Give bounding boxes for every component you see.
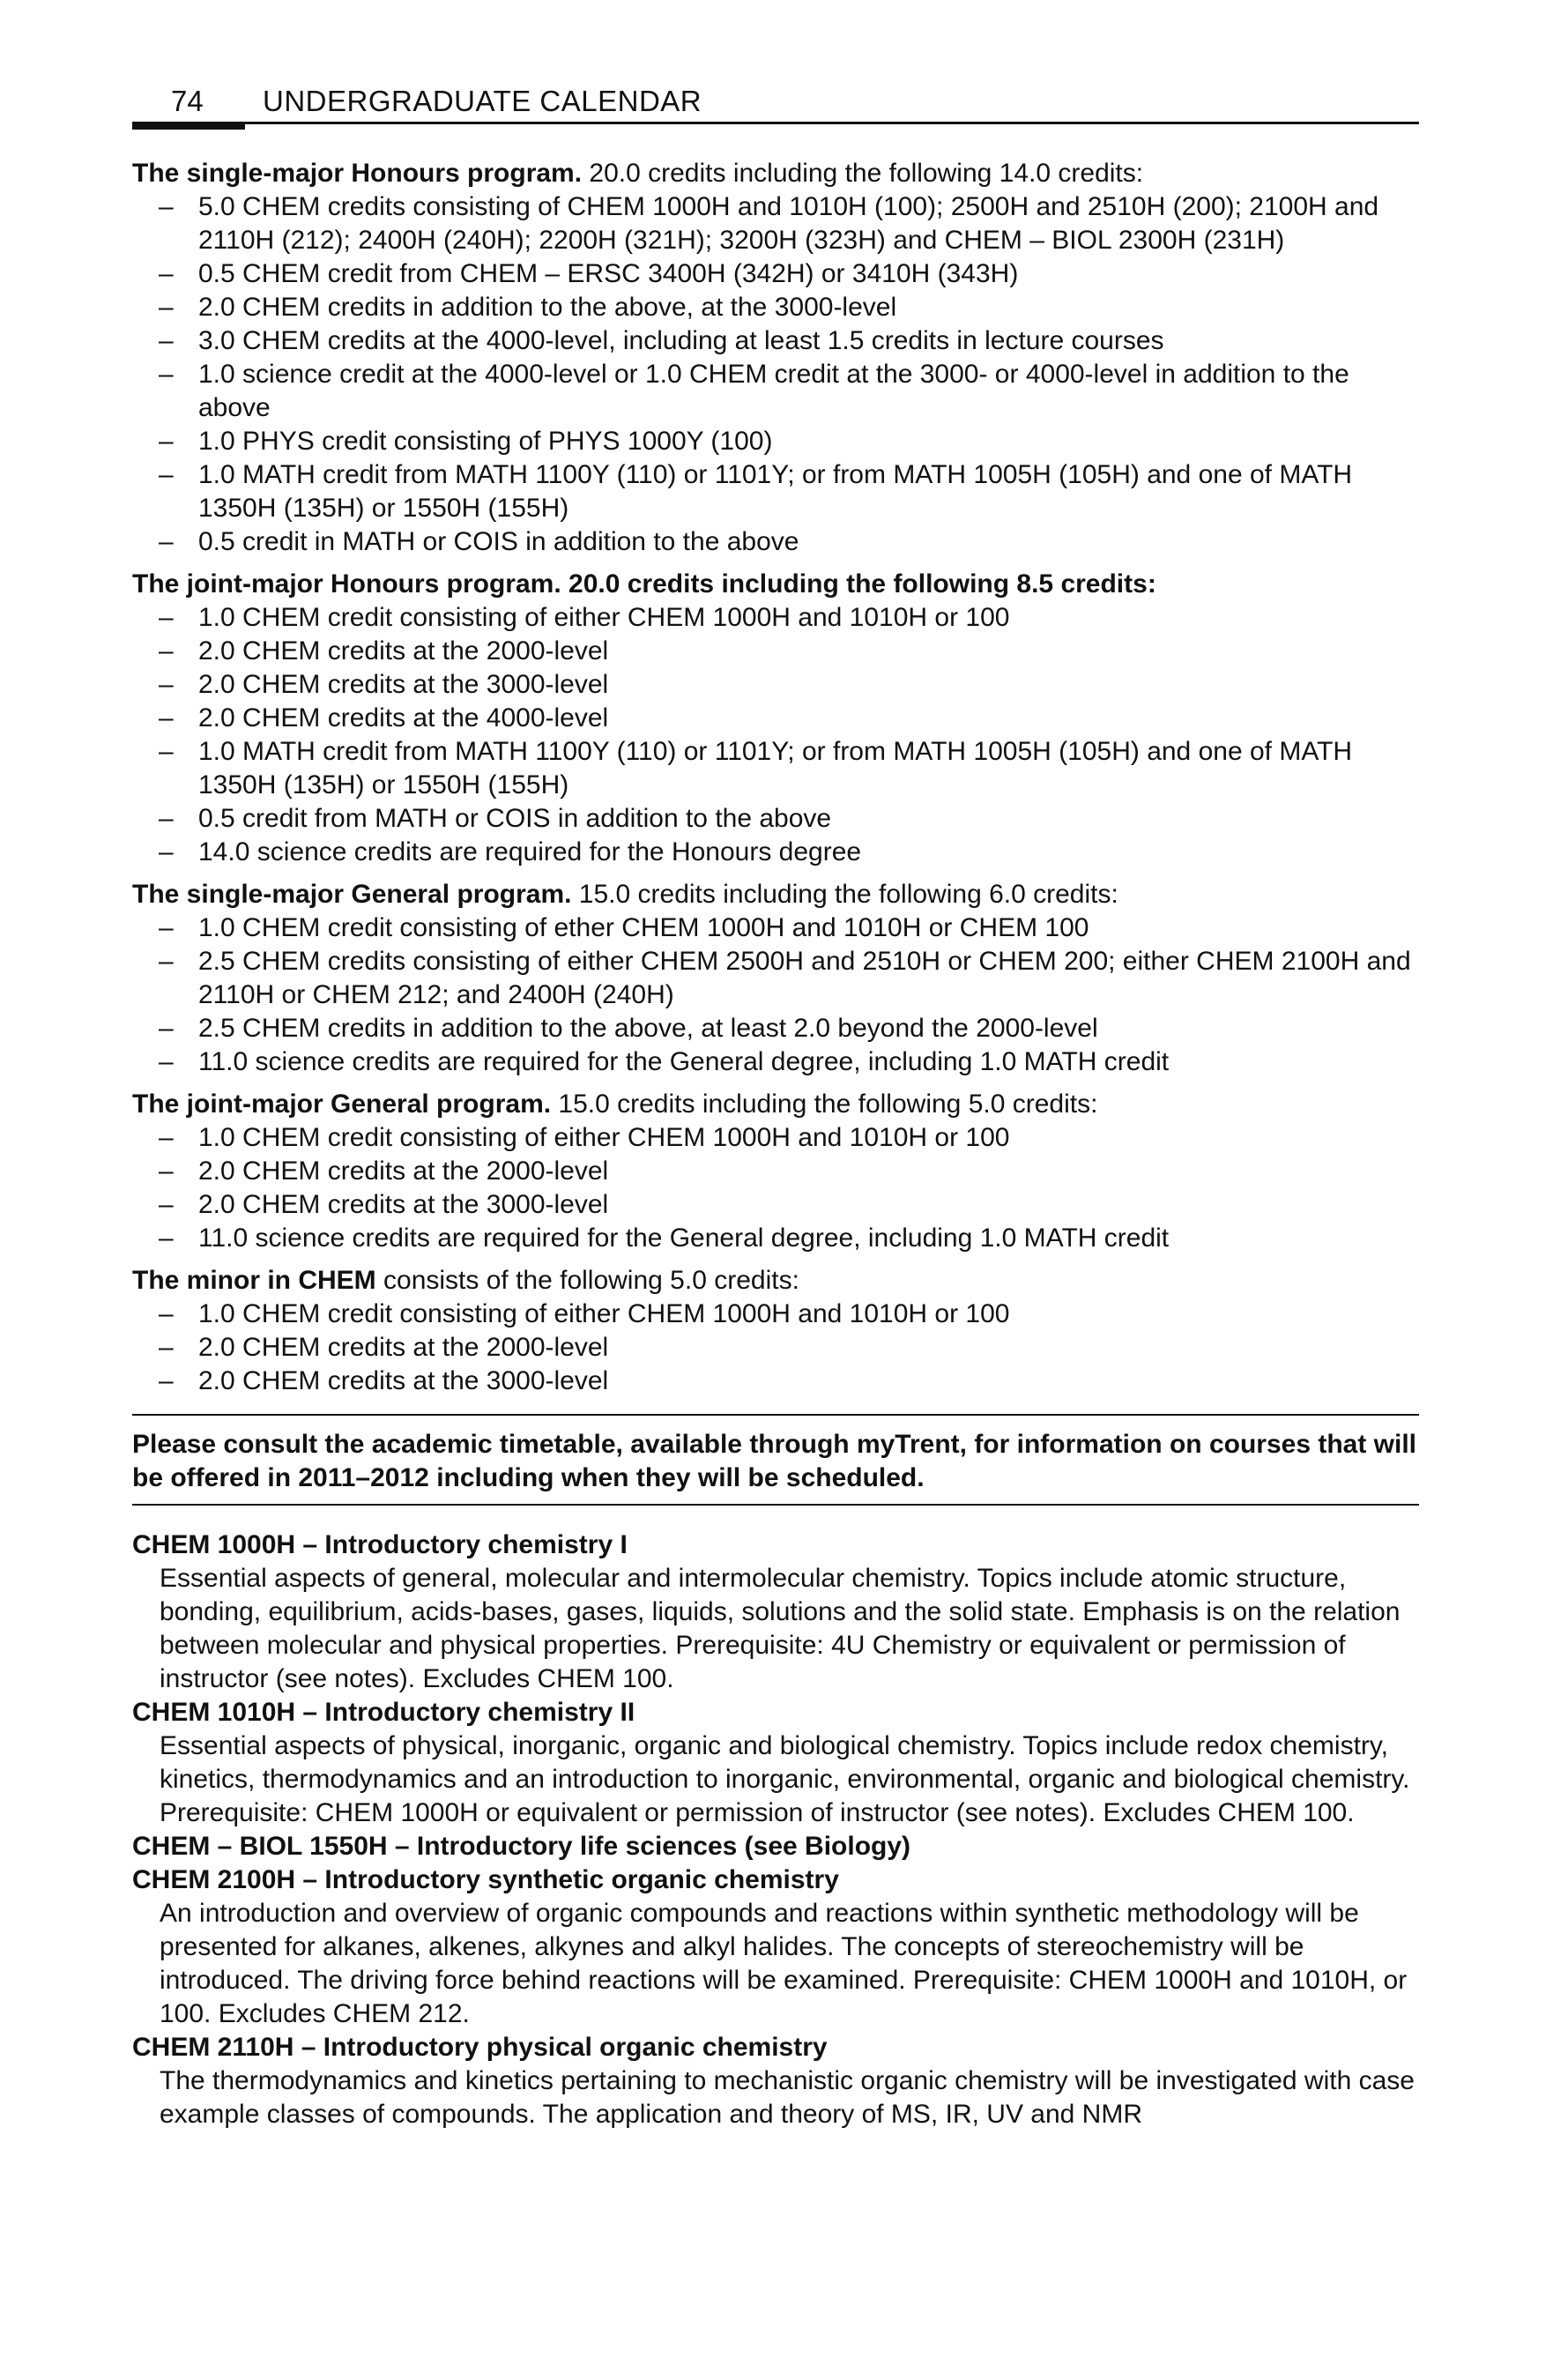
header-tab-mark	[132, 122, 245, 130]
course-entry	[132, 1696, 1419, 1830]
requirement-list	[132, 190, 1419, 559]
program-title-rest: 15.0 credits including the following 6.0 credits:	[571, 880, 1118, 909]
course-entry	[132, 1863, 1419, 2031]
requirement-item: – 11.0 science credits are required for the General degree, including 1.0 MATH credit	[132, 1222, 1419, 1255]
course-entry	[132, 2031, 1419, 2131]
requirement-item: – 1.0 MATH credit from MATH 1100Y (110) or 1101Y; or from MATH 1005H (105H) and one of MATH 1350H (135H) or 1550H (155H)	[132, 458, 1419, 525]
program-title-bold: The minor in CHEM	[132, 1266, 376, 1295]
course-entry	[132, 1830, 1419, 1863]
course-description: Essential aspects of general, molecular and intermolecular chemistry. Topics include atomic structure, bonding, equilibrium, acids-bases, gases, liquids, solutions and the solid state. Emphasis is on the relation between molecular and physical properties. Prerequisite: 4U Chemistry or equivalent or permission of instructor (see notes). Excludes CHEM 100.	[160, 1564, 1401, 1693]
requirement-item: – 2.5 CHEM credits in addition to the above, at least 2.0 beyond the 2000-level	[132, 1012, 1419, 1045]
course-description: An introduction and overview of organic compounds and reactions within synthetic methodology will be presented for alkanes, alkenes, alkynes and alkyl halides. The concepts of stereochemistry will be introduced. The driving force behind reactions will be examined. Prerequisite: CHEM 1000H and 1010H, or 100. Excludes CHEM 212.	[160, 1899, 1408, 2028]
page-header	[132, 81, 1419, 134]
program-title	[132, 1088, 1419, 1121]
program-sections	[132, 157, 1419, 1398]
requirement-item: – 1.0 PHYS credit consisting of PHYS 1000Y (100)	[132, 425, 1419, 458]
program-title-bold: The joint-major Honours program. 20.0 credits including the following 8.5 credits:	[132, 569, 1156, 599]
course-title: CHEM 1000H – Introductory chemistry I	[132, 1530, 628, 1559]
requirement-item: – 2.0 CHEM credits at the 3000-level	[132, 1365, 1419, 1398]
course-description: The thermodynamics and kinetics pertaining to mechanistic organic chemistry will be investigated with case example classes of compounds. The application and theory of MS, IR, UV and NMR	[160, 2066, 1415, 2129]
requirement-item: – 2.0 CHEM credits at the 3000-level	[132, 1188, 1419, 1222]
course-list	[132, 1528, 1419, 2131]
program-title-rest: 15.0 credits including the following 5.0 credits:	[551, 1090, 1098, 1119]
program-section	[132, 1264, 1419, 1398]
running-title: UNDERGRADUATE CALENDAR	[263, 85, 702, 117]
program-title-bold: The joint-major General program.	[132, 1090, 552, 1119]
header-rule	[132, 122, 1419, 124]
course-title: CHEM – BIOL 1550H – Introductory life sciences (see Biology)	[132, 1832, 911, 1861]
requirement-item: – 0.5 credit in MATH or COIS in addition to the above	[132, 525, 1419, 559]
program-section	[132, 878, 1419, 1079]
program-section	[132, 1088, 1419, 1255]
requirement-list	[132, 911, 1419, 1079]
program-section	[132, 568, 1419, 869]
timetable-notice: Please consult the academic timetable, available through myTrent, for information on courses that will be offered in 2011–2012 including when they will be scheduled.	[132, 1414, 1419, 1506]
program-section	[132, 157, 1419, 559]
requirement-item: – 1.0 science credit at the 4000-level or 1.0 CHEM credit at the 3000- or 4000-level in addition to the above	[132, 358, 1419, 425]
course-title: CHEM 1010H – Introductory chemistry II	[132, 1698, 635, 1727]
requirement-item: – 14.0 science credits are required for the Honours degree	[132, 836, 1419, 869]
requirement-item: – 2.5 CHEM credits consisting of either CHEM 2500H and 2510H or CHEM 200; either CHEM 2100H and 2110H or CHEM 212; and 2400H (240H)	[132, 945, 1419, 1012]
requirement-item: – 2.0 CHEM credits at the 4000-level	[132, 702, 1419, 735]
requirement-item: – 2.0 CHEM credits at the 2000-level	[132, 1155, 1419, 1188]
requirement-item: – 1.0 CHEM credit consisting of either CHEM 1000H and 1010H or 100	[132, 1121, 1419, 1155]
requirement-item: – 2.0 CHEM credits at the 3000-level	[132, 668, 1419, 702]
requirement-item: – 3.0 CHEM credits at the 4000-level, including at least 1.5 credits in lecture courses	[132, 324, 1419, 358]
program-title	[132, 568, 1419, 601]
course-title: CHEM 2100H – Introductory synthetic organic chemistry	[132, 1865, 839, 1894]
requirement-item: – 11.0 science credits are required for the General degree, including 1.0 MATH credit	[132, 1045, 1419, 1079]
requirement-item: – 5.0 CHEM credits consisting of CHEM 1000H and 1010H (100); 2500H and 2510H (200); 2100H and 2110H (212); 2400H (240H); 2200H (321H); 3200H (323H) and CHEM – BIOL 2300H (231H)	[132, 190, 1419, 257]
requirement-item: – 2.0 CHEM credits at the 2000-level	[132, 1331, 1419, 1365]
requirement-item: – 1.0 CHEM credit consisting of ether CHEM 1000H and 1010H or CHEM 100	[132, 911, 1419, 945]
page-content	[132, 157, 1419, 2131]
requirement-item: – 0.5 credit from MATH or COIS in addition to the above	[132, 802, 1419, 836]
requirement-list	[132, 1298, 1419, 1398]
requirement-item: – 1.0 CHEM credit consisting of either CHEM 1000H and 1010H or 100	[132, 1298, 1419, 1331]
page-number: 74	[171, 85, 204, 117]
requirement-item: – 1.0 CHEM credit consisting of either CHEM 1000H and 1010H or 100	[132, 601, 1419, 635]
requirement-item: – 0.5 CHEM credit from CHEM – ERSC 3400H (342H) or 3410H (343H)	[132, 257, 1419, 291]
program-title-bold: The single-major General program.	[132, 880, 572, 909]
program-title-rest: 20.0 credits including the following 14.0 credits:	[582, 159, 1144, 188]
course-title: CHEM 2110H – Introductory physical organic chemistry	[132, 2033, 828, 2062]
program-title	[132, 1264, 1419, 1298]
program-title	[132, 157, 1419, 190]
requirement-list	[132, 601, 1419, 869]
course-description: Essential aspects of physical, inorganic, organic and biological chemistry. Topics include redox chemistry, kinetics, thermodynamics and an introduction to inorganic, environmental, organic and biological chemistry. Prerequisite: CHEM 1000H or equivalent or permission of instructor (see notes). Excludes CHEM 100.	[160, 1731, 1410, 1827]
requirement-list	[132, 1121, 1419, 1255]
program-title	[132, 878, 1419, 911]
requirement-item: – 2.0 CHEM credits in addition to the above, at the 3000-level	[132, 291, 1419, 324]
program-title-rest: consists of the following 5.0 credits:	[375, 1266, 799, 1295]
course-entry	[132, 1528, 1419, 1696]
requirement-item: – 2.0 CHEM credits at the 2000-level	[132, 635, 1419, 668]
program-title-bold: The single-major Honours program.	[132, 159, 583, 188]
requirement-item: – 1.0 MATH credit from MATH 1100Y (110) or 1101Y; or from MATH 1005H (105H) and one of MATH 1350H (135H) or 1550H (155H)	[132, 735, 1419, 802]
